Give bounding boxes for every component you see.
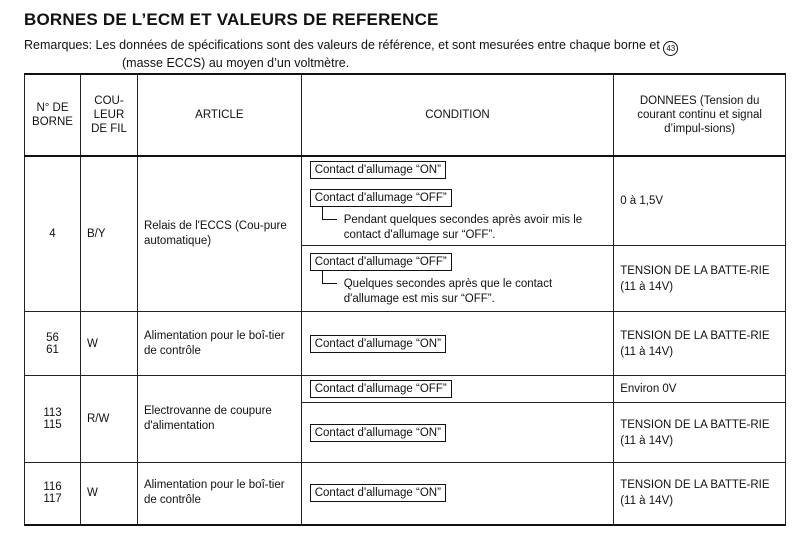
data-cell: Environ 0V — [614, 376, 786, 403]
remarks-line-2: (masse ECCS) au moyen d’un voltmètre. — [122, 56, 350, 70]
borne-cell — [25, 376, 81, 463]
borne-value: 116 — [43, 481, 62, 494]
borne-cell — [25, 312, 81, 376]
data-range: (11 à 14V) — [620, 434, 674, 447]
borne-value: 117 — [43, 493, 62, 506]
note-text: Quelques secondes après que le contact d'allumage est mis sur “OFF”. — [343, 277, 553, 305]
data-cell — [614, 403, 786, 463]
condition-box: Contact d'allumage “ON” — [310, 484, 446, 502]
table-row — [25, 156, 786, 246]
header-couleur: COU-LEUR DE FIL — [80, 74, 137, 156]
condition-box: Contact d'allumage “OFF” — [310, 189, 452, 207]
condition-cell — [301, 403, 613, 463]
condition-cell — [301, 312, 613, 376]
condition-box: Contact d'allumage “ON” — [310, 424, 446, 442]
article-cell: Alimentation pour le boî-tier de contrôle — [137, 463, 301, 525]
note-connector-icon — [322, 271, 337, 284]
table-row — [25, 312, 786, 376]
note-text: Pendant quelques secondes après avoir mis le contact d'allumage sur “OFF”. — [343, 214, 583, 241]
couleur-cell: B/Y — [80, 156, 137, 312]
data-value: TENSION DE LA BATTE-RIE — [620, 264, 770, 277]
note-connector-icon — [322, 207, 337, 220]
condition-cell — [301, 376, 613, 403]
data-value: TENSION DE LA BATTE-RIE — [620, 329, 770, 342]
borne-value: 56 — [46, 331, 59, 344]
condition-box: Contact d'allumage “ON” — [310, 335, 446, 353]
article-cell: Alimentation pour le boî-tier de contrôle — [137, 312, 301, 376]
condition-box: Contact d'allumage “OFF” — [310, 380, 452, 398]
header-borne: N° DE BORNE — [25, 74, 81, 156]
couleur-cell: R/W — [80, 376, 137, 463]
data-range: (11 à 14V) — [620, 495, 674, 508]
condition-cell — [301, 246, 613, 312]
borne-cell — [25, 463, 81, 525]
circled-terminal-number: 43 — [663, 41, 678, 56]
remarks — [24, 38, 794, 71]
data-range: (11 à 14V) — [620, 280, 674, 293]
page-title: BORNES DE L’ECM ET VALEURS DE REFERENCE — [24, 10, 439, 29]
header-article: ARTICLE — [137, 74, 301, 156]
data-cell: 0 à 1,5V — [614, 156, 786, 246]
couleur-cell: W — [80, 463, 137, 525]
data-value: TENSION DE LA BATTE-RIE — [620, 418, 770, 431]
table-row — [25, 463, 786, 525]
condition-cell — [301, 463, 613, 525]
borne-value: 113 — [43, 407, 62, 419]
article-cell: Electrovanne de coupure d'alimentation — [137, 376, 301, 463]
header-condition: CONDITION — [301, 74, 613, 156]
reference-values-table — [24, 73, 786, 526]
header-donnees: DONNEES (Tension du courant continu et signal d’impul-sions) — [614, 74, 786, 156]
data-range: (11 à 14V) — [620, 345, 674, 358]
remarks-line-1 — [24, 38, 794, 56]
condition-box: Contact d'allumage “OFF” — [310, 253, 452, 271]
article-cell: Relais de l'ECCS (Cou-pure automatique) — [137, 156, 301, 312]
data-cell — [614, 312, 786, 376]
condition-note — [310, 213, 605, 243]
couleur-cell: W — [80, 312, 137, 376]
data-cell — [614, 246, 786, 312]
table-row — [25, 376, 786, 403]
borne-value: 115 — [43, 419, 62, 431]
remarks-text: Remarques: Les données de spécifications sont des valeurs de référence, et sont mesurées entre chaque borne et — [24, 38, 660, 52]
condition-box: Contact d'allumage “ON” — [310, 161, 446, 179]
condition-cell — [301, 156, 613, 246]
borne-value: 61 — [46, 343, 59, 356]
data-value: TENSION DE LA BATTE-RIE — [620, 479, 770, 492]
borne-cell: 4 — [25, 156, 81, 312]
table-header-row — [25, 74, 786, 156]
data-cell — [614, 463, 786, 525]
condition-note — [310, 277, 605, 307]
